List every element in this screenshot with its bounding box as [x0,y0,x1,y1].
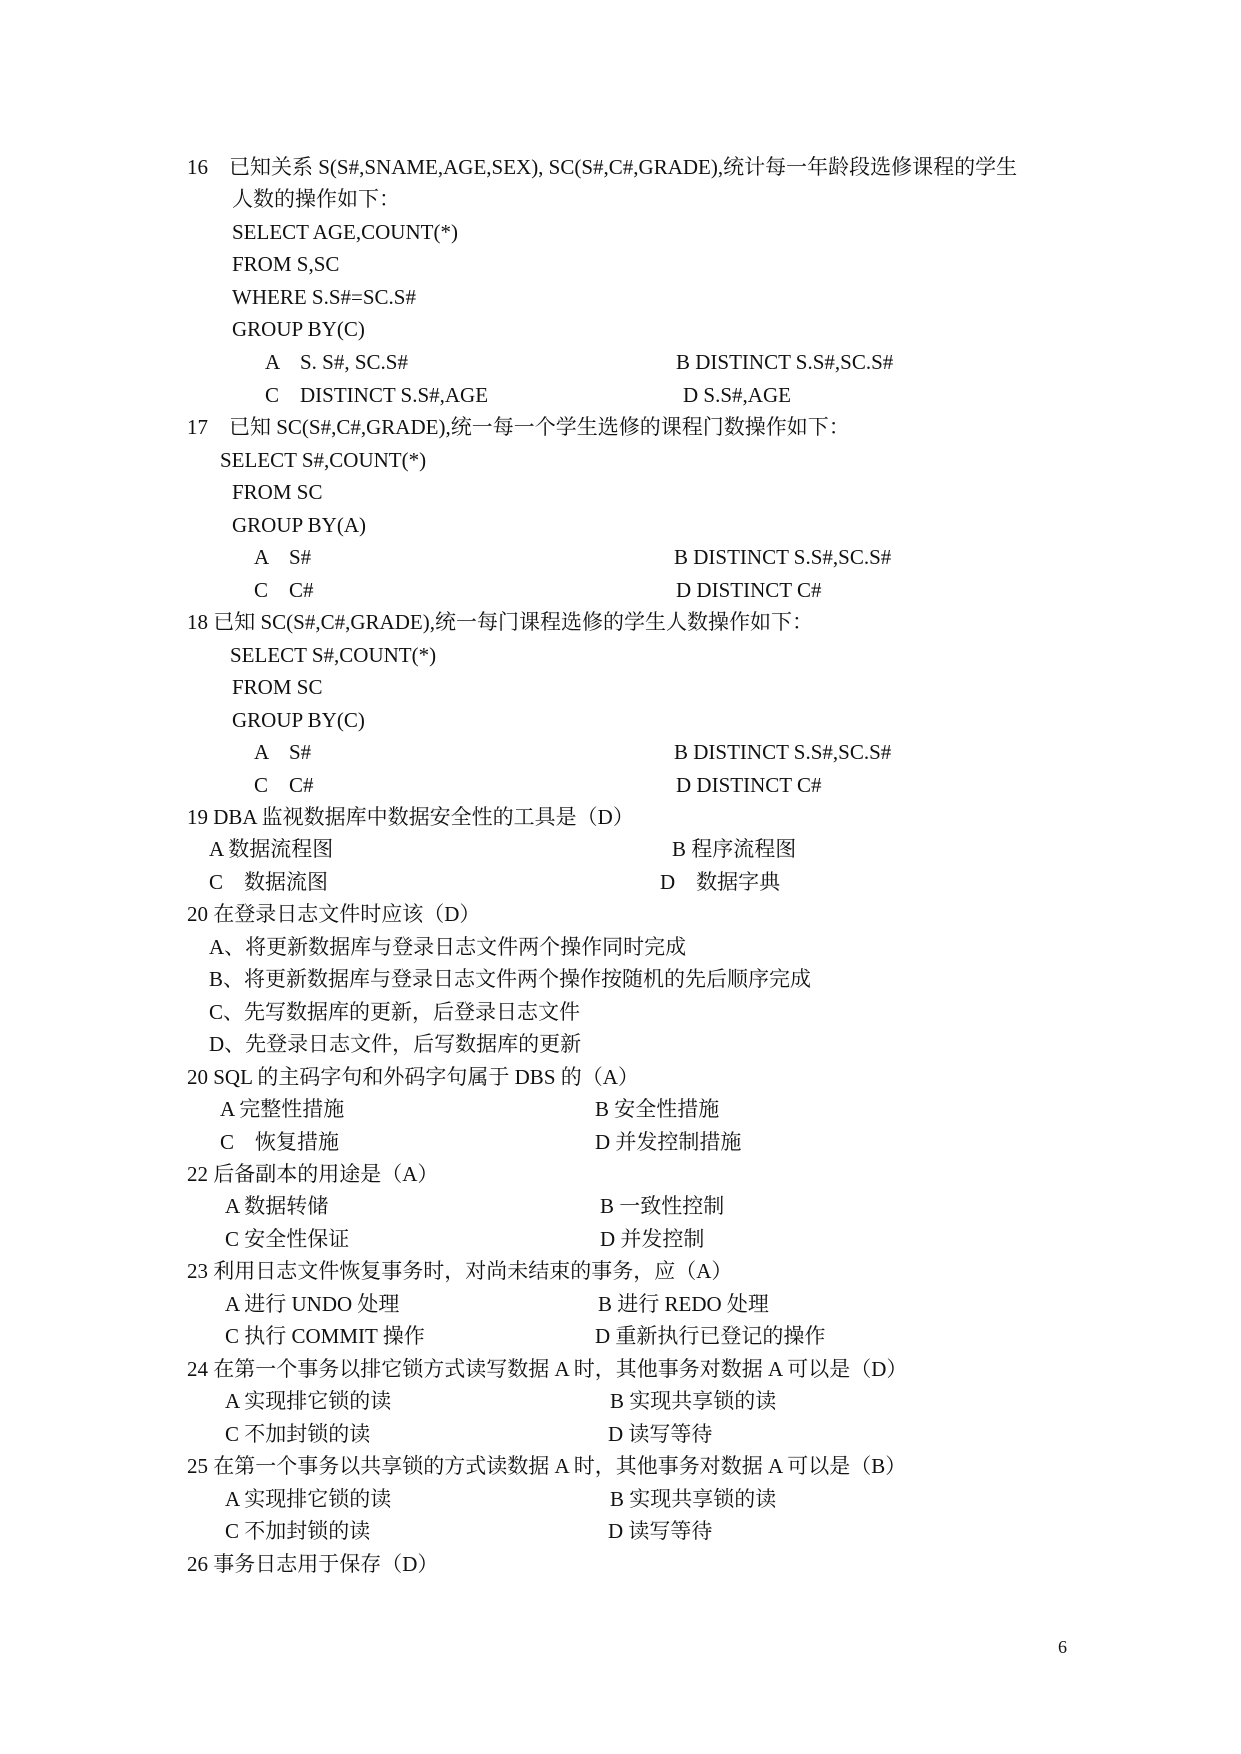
q18-option-d: D DISTINCT C# [676,773,822,797]
q23-option-d: D 重新执行已登记的操作 [595,1324,826,1348]
q23-stem: 23 利用日志文件恢复事务时，对尚未结束的事务，应（A） [187,1259,733,1283]
q17-option-b: B DISTINCT S.S#,SC.S# [674,545,892,569]
q25-option-a: A 实现排它锁的读 [225,1487,392,1511]
q22-option-b: B 一致性控制 [600,1194,725,1218]
q18-sql-from: FROM SC [232,675,323,699]
q19-option-d: D 数据字典 [660,870,781,894]
q20b-option-d: D 并发控制措施 [595,1130,742,1154]
q19-option-c: C 数据流图 [209,870,329,894]
q22-option-c: C 安全性保证 [225,1227,350,1251]
q20b-option-a: A 完整性措施 [220,1097,345,1121]
q17-stem: 17 已知 SC(S#,C#,GRADE),统一每一个学生选修的课程门数操作如下： [187,415,850,439]
q25-option-b: B 实现共享锁的读 [610,1487,777,1511]
q20-option-d: D、先登录日志文件，后写数据库的更新 [209,1032,582,1056]
q22-option-d: D 并发控制 [600,1227,705,1251]
q18-option-b: B DISTINCT S.S#,SC.S# [674,740,892,764]
q18-option-c: C C# [254,773,314,797]
q18-option-a: A S# [254,740,312,764]
q24-option-a: A 实现排它锁的读 [225,1389,392,1413]
q23-option-b: B 进行 REDO 处理 [598,1292,769,1316]
q24-option-c: C 不加封锁的读 [225,1422,371,1446]
q16-stem: 16 已知关系 S(S#,SNAME,AGE,SEX), SC(S#,C#,GRADE),统计每一年龄段选修课程的学生 [187,155,1018,179]
q16-sql-where: WHERE S.S#=SC.S# [232,285,416,309]
q25-stem: 25 在第一个事务以共享锁的方式读数据 A 时，其他事务对数据 A 可以是（B） [187,1454,907,1478]
q20b-option-b: B 安全性措施 [595,1097,720,1121]
q17-sql-groupby: GROUP BY(A) [232,513,366,537]
q17-sql-select: SELECT S#,COUNT(*) [220,448,427,472]
q24-option-b: B 实现共享锁的读 [610,1389,777,1413]
q19-option-b: B 程序流程图 [672,837,797,861]
q18-sql-groupby: GROUP BY(C) [232,708,365,732]
q17-sql-from: FROM SC [232,480,323,504]
q26-stem: 26 事务日志用于保存（D） [187,1552,439,1576]
q24-stem: 24 在第一个事务以排它锁方式读写数据 A 时，其他事务对数据 A 可以是（D） [187,1357,908,1381]
q16-option-a: A S. S#, SC.S# [265,350,408,374]
q25-option-c: C 不加封锁的读 [225,1519,371,1543]
q16-stem-cont: 人数的操作如下： [232,187,400,211]
q16-option-c: C DISTINCT S.S#,AGE [265,383,489,407]
q22-stem: 22 后备副本的用途是（A） [187,1162,439,1186]
q18-stem: 18 已知 SC(S#,C#,GRADE),统一每门课程选修的学生人数操作如下： [187,610,813,634]
q17-option-c: C C# [254,578,314,602]
q22-option-a: A 数据转储 [225,1194,329,1218]
q17-option-a: A S# [254,545,312,569]
q20-option-a: A、将更新数据库与登录日志文件两个操作同时完成 [209,935,687,959]
q23-option-c: C 执行 COMMIT 操作 [225,1324,425,1348]
q16-sql-groupby: GROUP BY(C) [232,317,365,341]
q20-option-c: C、先写数据库的更新，后登录日志文件 [209,1000,581,1024]
page-number: 6 [1058,1637,1067,1657]
q24-option-d: D 读写等待 [608,1422,713,1446]
q18-sql-select: SELECT S#,COUNT(*) [230,643,437,667]
q20-stem: 20 在登录日志文件时应该（D） [187,902,481,926]
q16-sql-from: FROM S,SC [232,252,340,276]
q16-sql-select: SELECT AGE,COUNT(*) [232,220,458,244]
q19-stem: 19 DBA 监视数据库中数据安全性的工具是（D） [187,805,634,829]
q16-option-d: D S.S#,AGE [683,383,791,407]
q16-option-b: B DISTINCT S.S#,SC.S# [676,350,894,374]
q17-option-d: D DISTINCT C# [676,578,822,602]
q20b-option-c: C 恢复措施 [220,1130,340,1154]
q23-option-a: A 进行 UNDO 处理 [225,1292,400,1316]
q20-option-b: B、将更新数据库与登录日志文件两个操作按随机的先后顺序完成 [209,967,812,991]
q25-option-d: D 读写等待 [608,1519,713,1543]
q20b-stem: 20 SQL 的主码字句和外码字句属于 DBS 的（A） [187,1065,639,1089]
q19-option-a: A 数据流程图 [209,837,334,861]
